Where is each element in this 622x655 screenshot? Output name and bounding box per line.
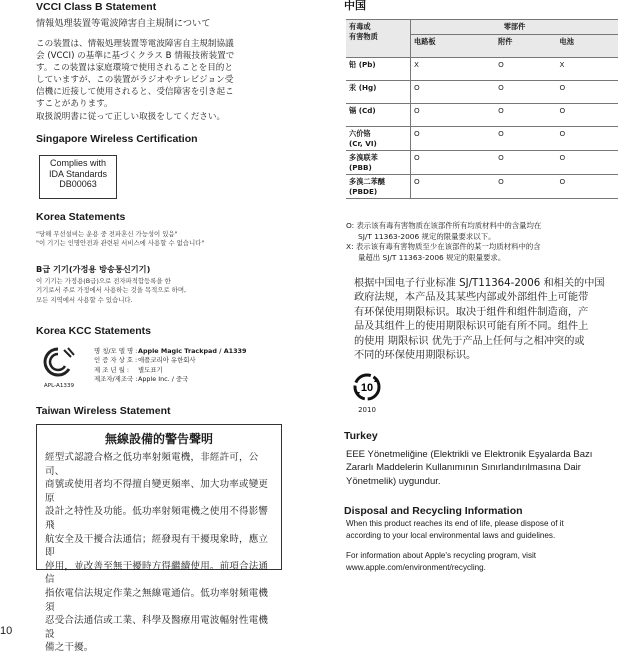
table-cell: O xyxy=(557,127,618,151)
note-o: O: 表示该有毒有害物质在该部件所有均质材料中的含量均在 xyxy=(346,221,542,230)
singapore-heading: Singapore Wireless Certification xyxy=(36,133,198,145)
table-row-label: 六价铬 (Cr, VI) xyxy=(346,127,411,151)
table-row xyxy=(346,175,618,199)
recycling-body-2 xyxy=(346,550,622,575)
table-cell: O xyxy=(557,151,618,175)
taiwan-line: 航安全及干擾合法通信；經發現有干擾現象時，應立即 xyxy=(45,533,269,559)
vcci-line: この装置は、情報処理装置等電波障害自主規制協議 xyxy=(36,39,234,49)
table-row-label: 铅 (Pb) xyxy=(346,58,411,81)
recycle-period-icon xyxy=(352,372,382,402)
table-cell: O xyxy=(495,58,556,81)
kcc-value: 별도표기 xyxy=(138,365,163,374)
korea-class-body xyxy=(36,277,186,305)
korea-class-line: 이 기기는 가정용(B급)으로 전자파적합등록을 한 xyxy=(36,277,171,285)
kcc-key: 제 조 년 월 : xyxy=(94,365,129,374)
table-row xyxy=(346,104,618,127)
kcc-info xyxy=(94,347,284,384)
vcci-subheading: 情報処理装置等電波障害自主規制について xyxy=(36,18,211,29)
kcc-logo-caption: APL-A1339 xyxy=(43,383,75,389)
table-cell: O xyxy=(411,151,496,175)
korea-class-line: 모든 지역에서 사용할 수 있습니다. xyxy=(36,295,133,304)
table-cell: X xyxy=(411,58,496,81)
taiwan-statement-box xyxy=(36,424,282,654)
recycling-line: according to your local environmental laws and guidelines. xyxy=(346,531,556,541)
china-para-line: 不同的环保使用期限标识。 xyxy=(354,350,477,362)
taiwan-line: 經型式認證合格之低功率射頻電機，非經許可，公司、 xyxy=(45,452,259,477)
table-row xyxy=(346,127,618,151)
epup-logo xyxy=(352,372,382,414)
table-cell: O xyxy=(557,81,618,104)
china-para-line: 有环保使用期限标识。取决于组件和组件制造商，产 xyxy=(354,306,589,318)
table-col-header: 电池 xyxy=(557,35,618,58)
taiwan-body xyxy=(45,451,273,655)
table-cell: O xyxy=(495,104,556,127)
kcc-heading: Korea KCC Statements xyxy=(36,325,151,337)
taiwan-heading: Taiwan Wireless Statement xyxy=(36,405,171,417)
ida-line: DB00063 xyxy=(59,179,97,190)
china-para-line: 根据中国电子行业标准 SJ/T11364-2006 和相关的中国 xyxy=(354,278,605,289)
recycling-heading: Disposal and Recycling Information xyxy=(344,505,523,517)
table-col-header: 附件 xyxy=(495,35,556,58)
recycling-line: For information about Apple's recycling program, visit xyxy=(346,551,537,560)
kcc-row xyxy=(94,366,284,375)
kcc-value: 애플코리아 유한회사 xyxy=(138,356,196,365)
vcci-line: していますが、この装置がラジオやテレビジョン受 xyxy=(36,75,234,86)
china-heading: 中国 xyxy=(344,0,366,12)
korea-class-title: B급 기기(가정용 방송통신기기) xyxy=(36,264,151,274)
kcc-logo xyxy=(38,345,80,389)
table-header-label: 有毒或 有害物质 xyxy=(346,20,411,58)
taiwan-line: 指依電信法規定作業之無線電通信。低功率射頻電機須 xyxy=(45,587,269,613)
taiwan-line: 設計之特性及功能。低功率射頻電機之使用不得影響飛 xyxy=(45,506,269,531)
turkey-line: Yönetmelik) uygundur. xyxy=(346,475,441,487)
ida-certification-box xyxy=(39,155,117,199)
table-header-row xyxy=(346,20,618,35)
taiwan-line: 停用，並改善至無干擾時方得繼續使用。前項合法通信 xyxy=(45,560,269,586)
taiwan-line: 忍受合法通信或工業、科學及醫療用電波輻射性電機設 xyxy=(45,615,269,640)
china-para-line: 品及其组件上的使用期限标识可能有所不同。组件上 xyxy=(354,321,589,333)
kcc-row xyxy=(94,347,284,356)
kcc-row xyxy=(94,375,284,384)
table-header-group: 零部件 xyxy=(411,20,619,35)
table-row xyxy=(346,151,618,175)
korea-line-1: "당해 무선설비는 운용 중 전파혼신 가능성이 있음" xyxy=(36,230,178,238)
table-row-label: 多溴二苯醚 (PBDE) xyxy=(346,175,411,199)
vcci-line: 信機に近接して使用されると、受信障害を引き起こ xyxy=(36,87,234,98)
ida-line: IDA Standards xyxy=(48,168,108,179)
vcci-line: 会 (VCCI) の基準に基づくクラス B 情報技術装置で xyxy=(36,51,235,62)
page-number: 10 xyxy=(0,625,13,637)
recycling-link: www.apple.com/environment/recycling. xyxy=(346,563,486,573)
table-cell: O xyxy=(411,175,496,199)
kcc-key: 인 증 자 상 호 : xyxy=(94,356,138,365)
ida-line: Complies with xyxy=(49,158,107,168)
note-o-cont: SJ/T 11363-2006 规定的限量要求以下。 xyxy=(358,231,496,241)
table-row xyxy=(346,81,618,104)
vcci-footer: 取扱説明書に従って正しい取扱をしてください。 xyxy=(36,112,226,122)
table-cell: O xyxy=(557,104,618,127)
korea-line-2: "이 기기는 인명안전과 관련된 서비스에 사용할 수 없습니다" xyxy=(36,239,205,247)
table-cell: O xyxy=(495,151,556,175)
note-x: X: 表示该有毒有害物质至少在该部件的某一均质材料中的含 xyxy=(346,242,541,252)
china-para-line: 政府法规，本产品及其某些内部或外部组件上可能带 xyxy=(354,292,589,304)
turkey-line: EEE Yönetmeliğine (Elektrikli ve Elektronik Eşyalarda Bazı xyxy=(346,449,593,460)
rohs-table xyxy=(346,19,618,199)
taiwan-line: 商號或使用者均不得擅自變更頻率、加大功率或變更原 xyxy=(45,479,269,504)
vcci-body xyxy=(36,38,234,111)
recycling-body-1 xyxy=(346,518,622,543)
table-cell: O xyxy=(495,127,556,151)
china-para-line: 的使用 期限标识 优先于产品上任何与之相冲突的或 xyxy=(354,335,585,347)
turkey-body xyxy=(346,448,622,488)
table-col-header: 电路板 xyxy=(411,35,496,58)
table-row-label: 镉 (Cd) xyxy=(346,104,411,127)
table-cell: O xyxy=(495,175,556,199)
table-cell: O xyxy=(411,104,496,127)
taiwan-line: 備之干擾。 xyxy=(45,642,94,654)
table-cell: O xyxy=(411,127,496,151)
recycling-line: When this product reaches its end of life, please dispose of it xyxy=(346,519,564,528)
taiwan-title: 無線設備的警告聲明 xyxy=(104,432,213,446)
table-cell: O xyxy=(411,81,496,104)
note-x-cont: 量超出 SJ/T 11363-2006 规定的限量要求。 xyxy=(358,252,506,262)
korea-heading: Korea Statements xyxy=(36,211,126,223)
epup-year: 2010 xyxy=(358,406,376,414)
vcci-line: す。この装置は家庭環境で使用されることを目的と xyxy=(36,63,233,74)
kcc-value: Apple Inc. / 중국 xyxy=(138,374,189,383)
table-row-label: 汞 (Hg) xyxy=(346,81,411,104)
table-cell: O xyxy=(495,81,556,104)
turkey-line: Zararlı Maddelerin Kullanımının Sınırlandırılmasına Dair xyxy=(346,462,581,474)
china-paragraph xyxy=(354,277,620,363)
table-cell: O xyxy=(557,175,618,199)
kcc-value: Apple Magic Trackpad / A1339 xyxy=(138,347,247,355)
korea-class-line: 기기로서 주로 가정에서 사용하는 것을 목적으로 하며, xyxy=(36,286,187,295)
vcci-line: すことがあります。 xyxy=(36,99,113,110)
kcc-key: 명 칭/모 델 명 : xyxy=(94,347,138,355)
kcc-mark-icon xyxy=(38,345,78,379)
epup-number: 10 xyxy=(360,382,374,394)
table-row xyxy=(346,58,618,81)
turkey-heading: Turkey xyxy=(344,430,378,442)
kcc-key: 제조자/제조국 : xyxy=(94,374,138,383)
rohs-notes xyxy=(346,221,618,263)
table-cell: X xyxy=(557,58,618,81)
kcc-row xyxy=(94,356,284,365)
table-row-label: 多溴联苯 (PBB) xyxy=(346,151,411,175)
vcci-heading: VCCI Class B Statement xyxy=(36,1,157,13)
